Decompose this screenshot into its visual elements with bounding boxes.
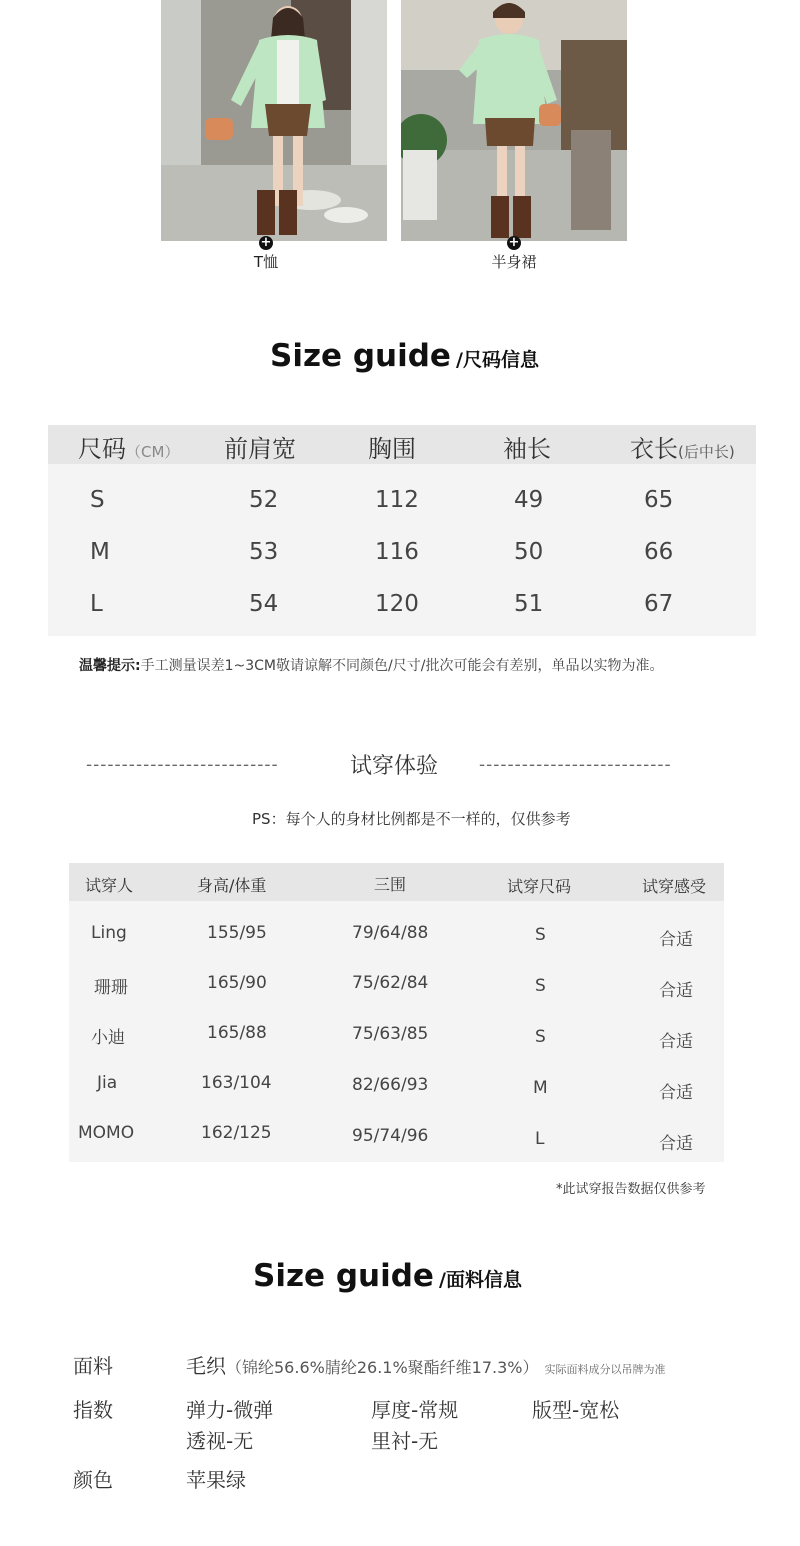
feel-cell: 合适: [659, 1032, 693, 1052]
material-label: 面料: [73, 1354, 113, 1378]
person-cell: MOMO: [78, 1123, 135, 1143]
transparency-value: 透视-无: [186, 1429, 254, 1453]
divider-left: ---------------------------: [86, 755, 279, 775]
size-guide-heading: [270, 338, 539, 374]
height-weight-cell: 155/95: [207, 923, 267, 943]
add-icon[interactable]: +: [508, 235, 520, 250]
person-cell: 小迪: [91, 1028, 125, 1048]
photo-skirt-illustration: [401, 0, 627, 241]
height-weight-cell: 165/88: [207, 1023, 267, 1043]
header-sleeve: 袖长: [503, 435, 551, 463]
header-feel: 试穿感受: [642, 877, 707, 896]
size-guide-subtitle: /尺码信息: [456, 349, 539, 371]
bust-cell: 116: [375, 539, 419, 565]
length-cell: 66: [644, 539, 674, 565]
measurements-cell: 95/74/96: [352, 1126, 429, 1146]
bust-cell: 112: [375, 487, 419, 513]
elasticity-value: 弹力-微弹: [186, 1398, 274, 1422]
measurements-cell: 82/66/93: [352, 1075, 429, 1095]
thickness-value: 厚度-常规: [371, 1398, 459, 1422]
measurements-cell: 75/62/84: [352, 973, 429, 993]
header-size: [78, 429, 179, 464]
material-value: [186, 1350, 666, 1379]
fabric-guide-title: Size guide: [253, 1258, 434, 1294]
header-person: 试穿人: [85, 876, 134, 895]
bust-cell: 120: [375, 591, 419, 617]
fabric-guide-subtitle: /面料信息: [439, 1269, 522, 1291]
tryon-ps: PS：每个人的身材比例都是不一样的，仅供参考: [252, 810, 571, 828]
sleeve-cell: 50: [514, 539, 544, 565]
material-name: 毛织: [186, 1354, 226, 1378]
length-cell: 67: [644, 591, 674, 617]
tryon-size-cell: S: [535, 925, 546, 945]
feel-cell: 合适: [659, 981, 693, 1001]
tryon-note: *此试穿报告数据仅供参考: [556, 1182, 706, 1197]
tryon-size-cell: S: [535, 1027, 546, 1047]
add-icon[interactable]: +: [260, 235, 272, 250]
header-length-label: 衣长: [630, 435, 678, 463]
header-height-weight: 身高/体重: [197, 876, 267, 895]
length-cell: 65: [644, 487, 674, 513]
product-caption-skirt: 半身裙: [491, 253, 537, 271]
color-value: 苹果绿: [186, 1468, 246, 1492]
size-cell: L: [90, 591, 103, 617]
tip-text: 手工测量误差1~3CM敬请谅解不同颜色/尺寸/批次可能会有差别，单品以实物为准。: [140, 658, 664, 674]
divider-right: ---------------------------: [479, 755, 672, 775]
person-cell: Ling: [91, 923, 127, 943]
tryon-size-cell: L: [535, 1129, 545, 1149]
product-photo-skirt: [401, 0, 627, 241]
height-weight-cell: 163/104: [201, 1073, 272, 1093]
header-measurements: 三围: [374, 875, 407, 894]
height-weight-cell: 165/90: [207, 973, 267, 993]
size-cell: S: [90, 487, 105, 513]
sleeve-cell: 51: [514, 591, 544, 617]
fit-value: 版型-宽松: [532, 1398, 620, 1422]
header-shoulder: 前肩宽: [224, 435, 296, 463]
shoulder-cell: 52: [249, 487, 279, 513]
material-note: 实际面料成分以吊牌为准: [544, 1363, 666, 1376]
header-tryon-size: 试穿尺码: [507, 877, 572, 896]
height-weight-cell: 162/125: [201, 1123, 272, 1143]
header-bust: 胸围: [368, 435, 416, 463]
tryon-table: [69, 863, 724, 1162]
feel-cell: 合适: [659, 1083, 693, 1103]
size-table: [48, 425, 756, 636]
tryon-size-cell: S: [535, 976, 546, 996]
product-photo-tshirt: [161, 0, 387, 241]
header-unit: （CM）: [126, 443, 180, 461]
tip-label: 温馨提示:: [79, 658, 141, 674]
photo-tshirt-illustration: [161, 0, 387, 241]
tryon-title: 试穿体验: [350, 754, 439, 779]
measurement-tip: [79, 655, 663, 675]
shoulder-cell: 54: [249, 591, 279, 617]
header-size-label: 尺码: [78, 435, 126, 463]
sleeve-cell: 49: [514, 487, 544, 513]
product-caption-tshirt: T恤: [253, 253, 279, 271]
shoulder-cell: 53: [249, 539, 279, 565]
header-length-note: (后中长): [678, 443, 735, 461]
size-guide-title: Size guide: [270, 338, 451, 374]
header-length: [630, 429, 735, 464]
color-label: 颜色: [73, 1468, 113, 1492]
feel-cell: 合适: [659, 1134, 693, 1154]
size-cell: M: [90, 539, 110, 565]
fabric-guide-heading: [253, 1258, 522, 1294]
index-label: 指数: [73, 1398, 113, 1422]
measurements-cell: 79/64/88: [352, 923, 429, 943]
person-cell: Jia: [97, 1073, 118, 1093]
person-cell: 珊珊: [94, 978, 128, 998]
tryon-size-cell: M: [533, 1078, 548, 1098]
lining-value: 里衬-无: [371, 1429, 439, 1453]
material-detail: （锦纶56.6%腈纶26.1%聚酯纤维17.3%）: [226, 1358, 539, 1377]
measurements-cell: 75/63/85: [352, 1024, 429, 1044]
feel-cell: 合适: [659, 930, 693, 950]
